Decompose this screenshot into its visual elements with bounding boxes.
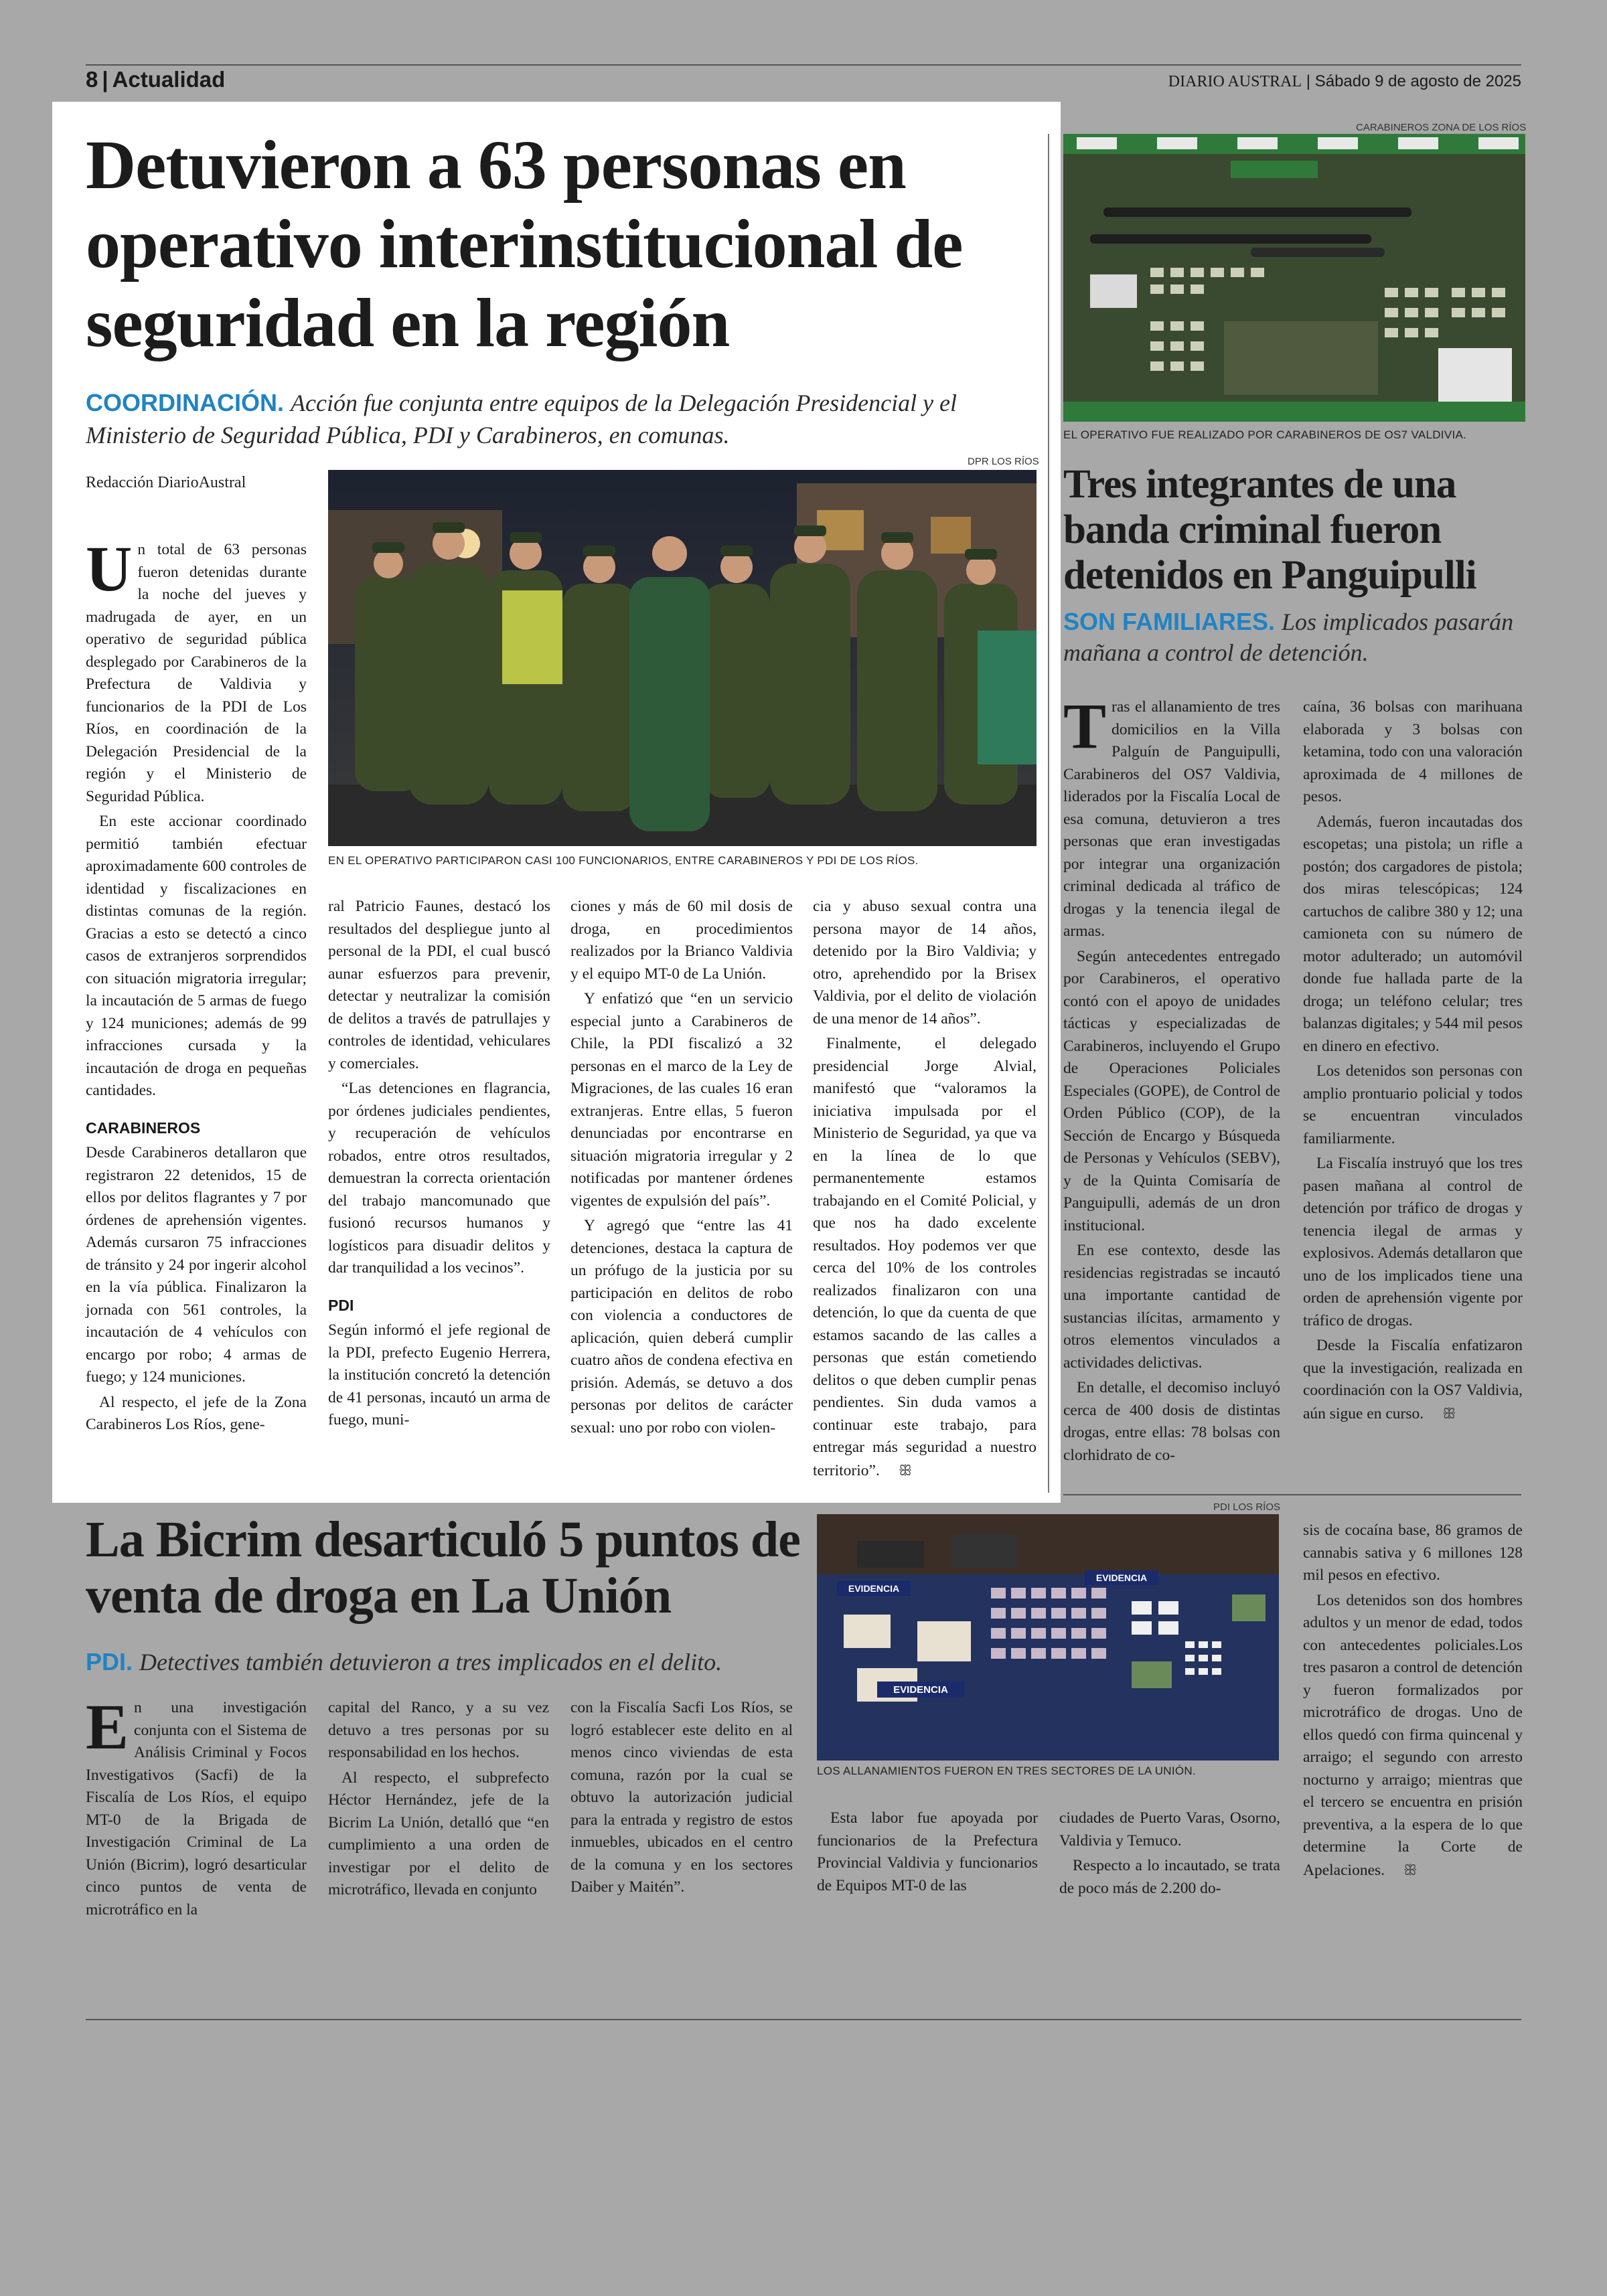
officers-group-image (328, 470, 1037, 846)
main-col2-paragraph-1: ral Patricio Faunes, destacó los resultados del despliegue junto al personal de la PDI, el cual buscó aunar esfuerzos para prevenir, detectar y neutralizar la comisión de delitos a través de patrullajes y controles de identidad, vehiculares y comerciales. (328, 898, 550, 1072)
bottom-deck-text: Detectives también detuvieron a tres implicados en el delito. (139, 1649, 722, 1675)
end-mark-icon: ꕥ (898, 1461, 913, 1479)
bottom-column-1 (86, 1691, 307, 1924)
bottom-column-3 (570, 1697, 793, 1902)
side-photo-credit: CARABINEROS ZONA DE LOS RÍOS (1356, 122, 1527, 133)
bottom-deck (86, 1647, 822, 1677)
main-col3-paragraph-1: ciones y más de 60 mil dosis de droga, en procedimientos realizados por la Brianco Valdivia y el equipo MT-0 de La Unión. (570, 898, 793, 983)
bottom-col3-paragraph-1: con la Fiscalía Sacfi Los Ríos, se logró establecer este delito en al menos cinco viviendas de esta comuna, razón por la cual se obtuvo la autorización judicial para la entrada y registro de estos inmuebles, ubicados en el centro de la comuna y en los sectores Daiber y Maitén”. (570, 1699, 793, 1896)
main-byline: Redacción DiarioAustral (86, 474, 246, 491)
bottom-column-2 (328, 1697, 549, 1904)
publication-name: DIARIO AUSTRAL (1168, 73, 1302, 90)
side-col2-paragraph-3: Los detenidos son personas con amplio prontuario policial y todos se encuentran vinculados familiarmente. (1303, 1062, 1523, 1147)
main-col3-paragraph-2: Y enfatizó que “en un servicio especial junto a Carabineros de Chile, la PDI fiscalizó a 32 personas en el marco de la Ley de Migraciones, de las cuales 16 eran extranjeras. Entre ellas, 5 fueron denunciadas por encontrarse en situación migratoria irregular y 2 notificadas por mantener órdenes vigentes de expulsión del país”. (570, 990, 793, 1210)
bottom-column-4 (817, 1807, 1038, 1900)
main-col1-paragraph-1: Un total de 63 personas fueron detenidas durante la noche del jueves y madrugada de ayer, en un operativo de seguridad pública desplegado por Carabineros de la Prefectura de Valdivia y funcionarios de la PDI de Los Ríos, en coordinación de la Delegación Presidencial de la región y el Ministerio de Seguridad Pública. (86, 533, 307, 805)
seized-drugs-image (817, 1514, 1279, 1760)
header-top-rule (86, 64, 1521, 66)
main-column-1 (86, 533, 307, 1439)
main-col4-paragraph-1: cia y abuso sexual contra una persona mayor de 14 años, detenido por la Biro Valdivia; y otro, aprehendido por la Brisex Valdivia, por el delito de violación de una menor de 14 años”. (813, 898, 1037, 1028)
bottom-end-mark-icon: ꕥ (1403, 1861, 1418, 1878)
bottom-col2-paragraph-1: capital del Ranco, y a su vez detuvo a tres personas por su responsabilidad en los hechos. (328, 1699, 549, 1761)
main-col1-paragraph-3: Desde Carabineros detallaron que registraron 22 detenidos, 15 de ellos por delitos flagrantes y 7 por órdenes de aprehensión vigentes. Además cursaron 75 infracciones de tránsito y 24 por ingerir alcohol en la vía pública. Finalizaron la jornada con 561 controles, la incautación de 4 vehículos con encargo por robo; 4 armas de fuego; y 124 municiones. (86, 1144, 307, 1386)
bottom-section-rule (1063, 1494, 1521, 1495)
evidence-label-2: EVIDENCIA (1095, 1572, 1148, 1583)
side-kicker: SON FAMILIARES. (1063, 608, 1276, 635)
bottom-col5-paragraph-1: ciudades de Puerto Varas, Osorno, Valdivia y Temuco. (1059, 1809, 1280, 1850)
main-kicker: COORDINACIÓN. (86, 389, 284, 416)
side-headline: Tres integrantes de una banda criminal fueron detenidos en Panguipulli (1063, 462, 1476, 598)
side-col2-paragraph-1: caína, 36 bolsas con marihuana elaborada y 3 bolsas con ketamina, todo con una valoración aproximada de 4 millones de pesos. (1303, 698, 1523, 805)
evidence-label-3: EVIDENCIA (893, 1684, 948, 1696)
main-deck-text: Acción fue conjunta entre equipos de la Delegación Presidencial y el Ministerio de Seguridad Pública, PDI y Carabineros, en comunas. (86, 390, 958, 448)
side-col2-paragraph-4: La Fiscalía instruyó que los tres pasen mañana al control de detención por tráfico de drogas y tenencia ilegal de armas y explosivos. Además detallaron que uno de los implicados tiene una orden de aprehensión vigente por tráfico de drogas. (1303, 1155, 1523, 1329)
main-photo-credit: DPR LOS RÍOS (968, 456, 1039, 467)
main-column-3 (570, 896, 793, 1442)
side-dropcap: T (1063, 690, 1107, 762)
bottom-column-6 (1303, 1520, 1523, 1884)
main-col1-paragraph-2: En este accionar coordinado permitió también efectuar aproximadamente 600 controles de identidad y fiscalizaciones en distintas comunas de la región. Gracias a esto se detectó a cinco casos de extranjeros sorprendidos con situación migratoria irregular; la incautación de 5 armas de fuego y 124 municiones; además de 99 infracciones cursada y la incautación de droga en pequeñas cantidades. (86, 813, 307, 1099)
side-col1-paragraph-1: Tras el allanamiento de tres domicilios en la Villa Palguín de Panguipulli, Carabineros del OS7 Valdivia, liderados por la Fiscalía Local de esa comuna, detuvieron a tres personas que eran investigadas por integrar una organización criminal dedicada al tráfico de drogas y la tenencia ilegal de armas. (1063, 690, 1280, 940)
bottom-column-5 (1059, 1807, 1280, 1902)
column-divider (1048, 134, 1049, 1493)
bottom-photo (817, 1514, 1279, 1760)
bottom-col5-paragraph-2: Respecto a lo incautado, se trata de poco más de 2.200 do- (1059, 1857, 1280, 1897)
publication-date: DIARIO AUSTRAL | Sábado 9 de agosto de 2025 (1168, 72, 1521, 90)
main-col1-paragraph-4: Al respecto, el jefe de la Zona Carabineros Los Ríos, gene- (86, 1393, 307, 1433)
side-deck-text: Los implicados pasarán mañana a control de detención. (1063, 608, 1514, 666)
main-col3-paragraph-3: Y agregó que “entre las 41 detenciones, destaca la captura de un prófugo de la justicia por su participación en delitos de robo con violencia a conductores de aplicación, quien deberá cumplir cuatro años de condena efectiva en prisión. Además, se detuvo a dos personas por delitos de carácter sexual: uno por robo con violen- (570, 1217, 793, 1437)
main-col2-paragraph-2: “Las detenciones en flagrancia, por órdenes judiciales pendientes, y recuperación de vehículos robados, entre otros resultados, demuestran la correcta orientación del trabajo mancomunado que fusionó recursos humanos y logísticos para disuadir delitos y dar tranquilidad a los vecinos”. (328, 1080, 550, 1277)
side-col1-paragraph-4: En detalle, el decomiso incluyó cerca de 400 dosis de distintas drogas, entre ellas: 78 bolsas con clorhidrato de co- (1063, 1379, 1280, 1464)
section-name: Actualidad (112, 67, 226, 92)
section-label: 8 | Actualidad (86, 67, 226, 92)
page-number: 8 (86, 67, 98, 92)
main-column-2 (328, 896, 550, 1434)
bottom-col6-paragraph-1: sis de cocaína base, 86 gramos de cannabis sativa y 6 millones 128 mil pesos en efectivo. (1303, 1522, 1523, 1584)
issue-date: Sábado 9 de agosto de 2025 (1314, 72, 1521, 90)
bottom-headline: La Bicrim desarticuló 5 puntos de venta de droga en La Unión (86, 1511, 800, 1624)
main-col4-paragraph-2: Finalmente, el delegado presidencial Jorge Alvial, manifestó que “valoramos la iniciativa impulsada por el Ministerio de Seguridad, ya que va en la línea de lo que permanentemente estamos trabajando en el Comité Policial, y que nos ha dado excelente resultados. Hoy podemos ver que cerca del 10% de los controles realizados finalizaron con una detención, lo que da cuenta de que estamos sacando de las calles a personas que están cometiendo delitos o que deben cumplir penas pendientes. Sin duda vamos a continuar este trabajo, para entregar más seguridad a nuestro territorio”. ꕥ (813, 1033, 1037, 1482)
bottom-photo-credit: PDI LOS RÍOS (1213, 1501, 1281, 1513)
side-photo (1063, 134, 1525, 422)
main-column-4 (813, 896, 1037, 1485)
bottom-col1-paragraph-1: En una investigación conjunta con el Sistema de Análisis Criminal y Focos Investigativos (Sacfi) de la Fiscalía de Los Ríos, el equipo MT-0 de la Brigada de Investigación Criminal de La Unión (Bicrim), logró desarticular cinco puntos de venta de microtráfico en la (86, 1691, 307, 1918)
main-dropcap: U (86, 533, 133, 604)
side-deck (1063, 606, 1532, 668)
main-deck (86, 387, 1037, 451)
side-end-mark-icon: ꕥ (1442, 1404, 1456, 1422)
evidence-label-1: EVIDENCIA (848, 1583, 900, 1594)
bottom-kicker: PDI. (86, 1648, 133, 1675)
main-photo (328, 470, 1037, 846)
main-headline: Detuvieron a 63 personas en operativo interinstitucional de seguridad en la región (86, 127, 963, 361)
bottom-photo-caption: LOS ALLANAMIENTOS FUERON EN TRES SECTORES DE LA UNIÓN. (817, 1765, 1197, 1777)
side-column-2 (1303, 696, 1523, 1428)
side-col1-paragraph-3: En ese contexto, desde las residencias registradas se incautó una importante cantidad de sustancias ilícitas, armamento y otros elementos vinculados a actividades delictivas. (1063, 1242, 1280, 1372)
side-col2-paragraph-2: Además, fueron incautadas dos escopetas; una pistola; un rifle a postón; dos cargadores de pistola; dos miras telescópicas; 124 cartuchos de calibre 380 y 12; una camioneta con su número de motor adulterado; un automóvil donde fue hallada parte de la droga; un teléfono celular; tres balanzas digitales; y 544 mil pesos en dinero en efectivo. (1303, 813, 1523, 1055)
main-col2-paragraph-3: Según informó el jefe regional de la PDI, prefecto Eugenio Herrera, la institución concretó la detención de 41 personas, incautó un arma de fuego, muni- (328, 1321, 550, 1428)
bottom-col2-paragraph-2: Al respecto, el subprefecto Héctor Hernández, jefe de la Bicrim La Unión, detalló que “en cumplimiento a una orden de investigar por el delito de microtráfico, llevada en conjunto (328, 1769, 549, 1898)
side-column-1 (1063, 690, 1280, 1469)
main-subhead-carabineros: CARABINEROS (86, 1119, 201, 1137)
footer-rule (86, 2019, 1521, 2020)
bottom-col6-paragraph-2: Los detenidos son dos hombres adultos y un menor de edad, todos con antecedentes policiales.Los tres pasaron a control de detención y fueron formalizados por microtráfico de drogas. Uno de ellos quedó con firma quincenal y arraigo; el segundo con arresto nocturno y arraigo; mientras que el tercero se encuentra en prisión preventiva, a la espera de lo que determine la Corte de Apelaciones. ꕥ (1303, 1590, 1523, 1882)
side-col1-paragraph-2: Según antecedentes entregado por Carabineros, el operativo contó con el apoyo de unidades tácticas y especializadas de Carabineros, incluyendo el Grupo de Operaciones Policiales Especiales (GOPE), de Control de Orden Público (COP), de la Sección de Encargo y Búsqueda de Personas y Vehículos (SEBV), y de la Quinta Comisaría de Panguipulli, además de un dron institucional. (1063, 947, 1280, 1234)
main-subhead-pdi: PDI (328, 1296, 354, 1314)
side-col2-paragraph-5: Desde la Fiscalía enfatizaron que la investigación, realizada en coordinación con la OS7 Valdivia, aún sigue en curso. ꕥ (1303, 1335, 1523, 1425)
bottom-dropcap: E (86, 1691, 129, 1762)
bottom-col4-paragraph-1: Esta labor fue apoyada por funcionarios de la Prefectura Provincial Valdivia y funcionarios de Equipos MT-0 de las (817, 1809, 1038, 1894)
seized-items-image (1063, 134, 1525, 422)
main-photo-caption: EN EL OPERATIVO PARTICIPARON CASI 100 FUNCIONARIOS, ENTRE CARABINEROS Y PDI DE LOS RÍOS. (328, 854, 919, 867)
side-photo-caption: EL OPERATIVO FUE REALIZADO POR CARABINEROS DE OS7 VALDIVIA. (1063, 428, 1467, 441)
